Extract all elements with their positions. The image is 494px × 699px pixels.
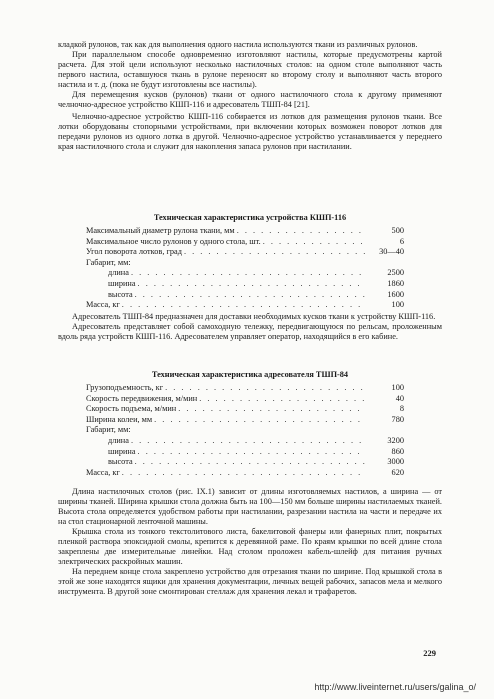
spec-row <box>86 258 404 269</box>
paragraph: кладкой рулонов, так как для выполнения одного настила используются ткани из различных рулонов. <box>58 40 418 49</box>
paragraph: Длина настилочных столов (рис. IX.1) зависит от длины изготовляемых настилов, а ширина — от ширины тканей. Ширина крышки стола должна быть на 100—150 мм больше ширины настилаемых тканей. Высота стола определяется удобством работы при настилании, разрезании настила на части и передаче их на стол стационарной ленточной машины. <box>58 487 442 527</box>
spec2-table <box>86 383 404 478</box>
spec-value: 8 <box>399 404 404 414</box>
spec-row <box>86 290 404 301</box>
spec-value: 40 <box>395 393 404 403</box>
spec-label: длина <box>108 268 129 278</box>
spec-label: высота <box>108 457 133 467</box>
spec-value: 3200 <box>387 435 404 445</box>
paragraph: Для перемещения кусков (рулонов) ткани от одного настилочного стола к другому применяют челночно-адресное устройство КШП-116 и адресователь ТШП-84 [21]. <box>58 90 442 110</box>
spec-row <box>86 468 404 479</box>
spec-label: Масса, кг <box>86 300 120 310</box>
spec-value: 1600 <box>387 289 404 299</box>
spec-row <box>86 300 404 311</box>
text-block-middle <box>58 312 442 342</box>
spec-value: 620 <box>391 467 404 477</box>
spec1-title: Техническая характеристика устройства КШП-116 <box>153 213 347 222</box>
spec-label: Габарит, мм: <box>86 257 131 267</box>
spec-row <box>86 383 404 394</box>
spec-value: 860 <box>391 446 404 456</box>
text-block-bottom <box>58 487 442 598</box>
spec-value: 780 <box>391 414 404 424</box>
spec-row <box>86 268 404 279</box>
spec-value: 6 <box>399 236 404 246</box>
spec-label: Грузоподъемность, кг <box>86 383 164 392</box>
spec-label: ширина <box>108 278 136 288</box>
spec-row <box>86 226 404 237</box>
spec-label: Максимальное число рулонов у одного стола, шт. <box>86 236 261 246</box>
spec-row <box>86 447 404 458</box>
spec-value: 2500 <box>387 268 404 278</box>
watermark-url: http://www.liveinternet.ru/users/galina_o/ <box>314 682 476 692</box>
paragraph: Челночно-адресное устройство КШП-116 собирается из лотков для размещения рулонов ткани. Все лотки оборудованы стопорными устройствами, при включении которых возможен поворот лотков для передачи рулонов из одного лотка в другой. Челночно-адресное устройство устанавливается у переднего края настилочного стола и служит для накопления запаса рулонов при настилании. <box>58 112 442 152</box>
spec-label: высота <box>108 289 133 299</box>
spec-label: ширина <box>108 446 136 456</box>
spec1-table <box>86 226 404 311</box>
spec-label: Масса, кг <box>86 467 120 477</box>
page-number: 229 <box>423 648 436 658</box>
paragraph: Крышка стола из тонкого текстолитового листа, бакелитовой фанеры или фанерных плит, покрытых пленкой раствора эпоксидной смолы, крепится к деревянной раме. По краям крышки по всей длине стола закреплены две измерительные линейки. Над столом проложен кабель-шлейф для питания ручных электрических раскройных машин. <box>58 527 442 567</box>
spec2-title: Техническая характеристика адресователя ТШП-84 <box>151 370 349 379</box>
spec-row <box>86 415 404 426</box>
spec-value: 100 <box>391 383 404 392</box>
spec-row <box>86 237 404 248</box>
paragraph: При параллельном способе одновременно изготовляют настилы, которые предусмотрены картой расчета. Для этой цели используют несколько настилочных столов: на одном столе выполняют часть первого настила, оставшуюся ткань в рулоне переносят ко второму столу и выполняют часть второго настила и т. д. (пока не будут изготовлены все настилы). <box>58 50 442 90</box>
spec-row <box>86 425 404 436</box>
spec-label: длина <box>108 435 129 445</box>
spec-row <box>86 279 404 290</box>
spec-label: Угол поворота лотков, град <box>86 247 182 257</box>
spec-value: 100 <box>391 300 404 310</box>
spec-label: Ширина колеи, мм <box>86 414 153 424</box>
spec-value: 500 <box>391 226 404 235</box>
spec-label: Скорость подъема, м/мин <box>86 404 177 414</box>
spec-value: 1860 <box>387 278 404 288</box>
paragraph: Адресователь ТШП-84 предназначен для доставки необходимых кусков ткани к устройству КШП-116. <box>72 312 436 321</box>
spec-value: 30—40 <box>379 247 404 257</box>
spec-label: Максимальный диаметр рулона ткани, мм <box>86 226 235 235</box>
spec-label: Скорость передвижения, м/мин <box>86 393 198 403</box>
paragraph: Адресователь представляет собой самоходную тележку, передвигающуюся по рельсам, проложенным вдоль ряда устройств КШП-116. Адресователем управляет оператор, находящийся в его кабине. <box>58 322 442 342</box>
spec-row <box>86 404 404 415</box>
spec-value: 3000 <box>387 457 404 467</box>
text-block-top <box>58 40 442 153</box>
paragraph: На переднем конце стола закреплено устройство для отрезания ткани по ширине. Под крышкой стола в этой же зоне находятся ящики для хранения документации, личных вещей рабочих, запасов мела и мелкого инструмента. В другой зоне смонтирован стеллаж для хранения лекал и трафаретов. <box>58 567 442 597</box>
spec-row <box>86 457 404 468</box>
spec-row <box>86 247 404 258</box>
spec-row <box>86 394 404 405</box>
spec-label: Габарит, мм: <box>86 425 131 435</box>
spec-row <box>86 436 404 447</box>
